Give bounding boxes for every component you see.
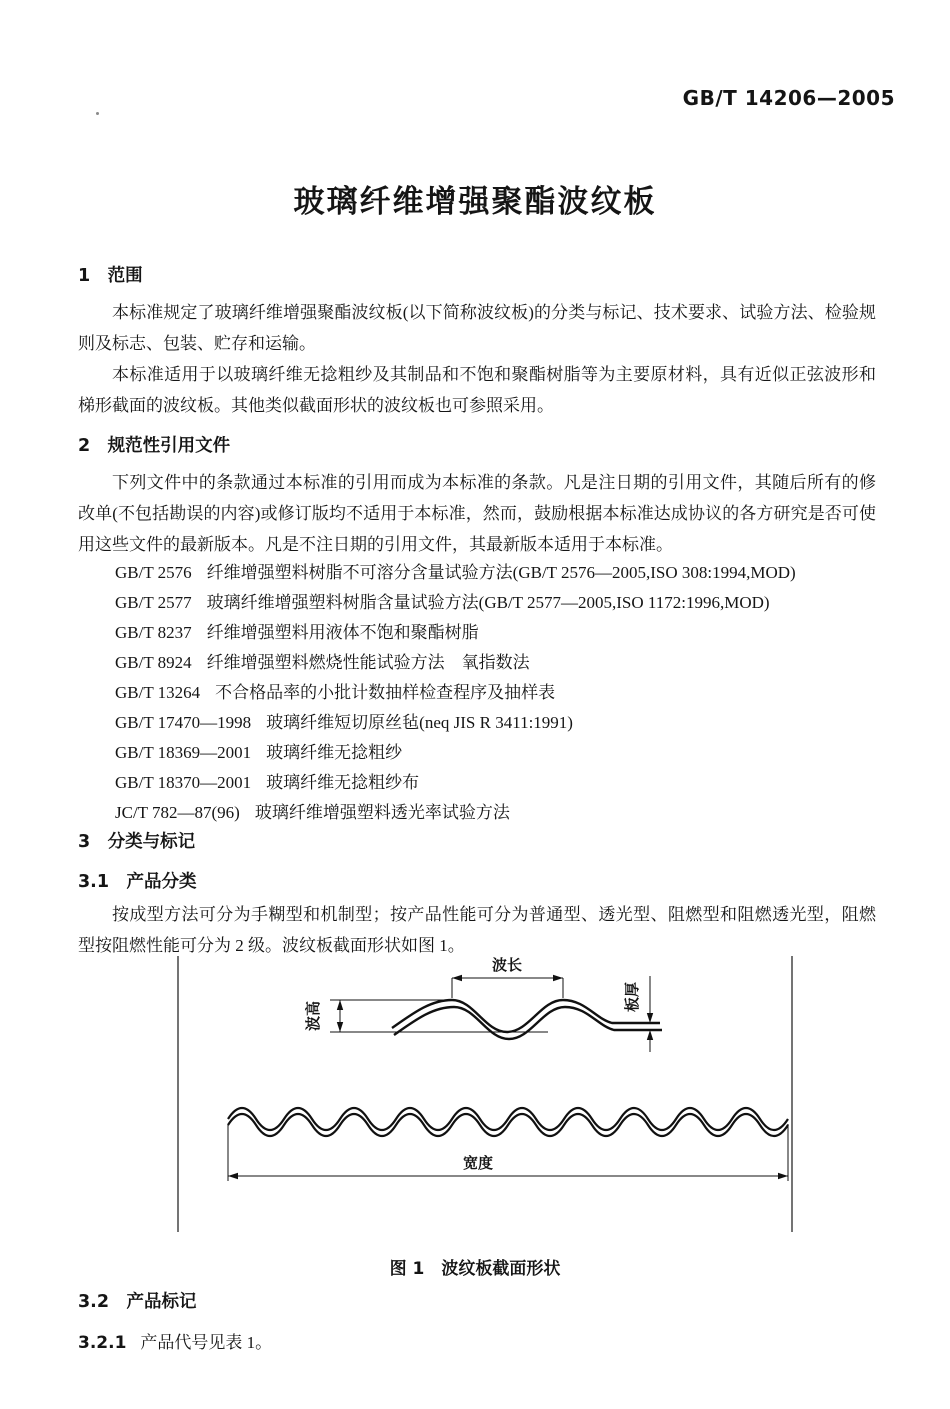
reference-code: GB/T 17470—1998 <box>115 713 252 732</box>
ink-speck <box>96 112 99 115</box>
reference-item <box>115 618 895 648</box>
reference-title: 玻璃纤维无捻粗纱布 <box>266 773 420 792</box>
section1-heading: 1 范围 <box>78 266 143 286</box>
reference-code: GB/T 2576 <box>115 563 192 582</box>
section32-heading: 3.2 产品标记 <box>78 1292 197 1312</box>
reference-title: 玻璃纤维增强塑料树脂含量试验方法(GB/T 2577—2005,ISO 1172:1996,MOD) <box>206 593 770 612</box>
reference-code: GB/T 18369—2001 <box>115 743 252 762</box>
section3-heading: 3 分类与标记 <box>78 832 196 852</box>
arrowhead-up-icon <box>647 1030 653 1040</box>
reference-title: 纤维增强塑料用液体不饱和聚酯树脂 <box>206 623 479 642</box>
reference-item <box>115 708 895 738</box>
reference-code: GB/T 8924 <box>115 653 192 672</box>
reference-code: GB/T 2577 <box>115 593 192 612</box>
arrowhead-left-icon <box>452 975 462 981</box>
reference-title: 不合格品率的小批计数抽样检查程序及抽样表 <box>215 683 556 702</box>
reference-title: 纤维增强塑料燃烧性能试验方法 氧指数法 <box>206 653 530 672</box>
standard-code: GB/T 14206—2005 <box>682 86 895 110</box>
reference-item <box>115 678 895 708</box>
section31-paragraph: 按成型方法可分为手糊型和机制型；按产品性能可分为普通型、透光型、阻燃型和阻燃透光型，阻燃型按阻燃性能可分为 2 级。波纹板截面形状如图 1。 <box>78 905 876 955</box>
section1-paragraph-2: 本标准适用于以玻璃纤维无捻粗纱及其制品和不饱和聚酯树脂等为主要原材料，具有近似正弦波形和梯形截面的波纹板。其他类似截面形状的波纹板也可参照采用。 <box>78 365 876 415</box>
corrugated-sheet <box>228 1108 788 1136</box>
wavelength-dimension <box>452 978 563 998</box>
arrowhead-up-icon <box>337 1000 343 1010</box>
clause-321-text: 产品代号见表 1。 <box>140 1333 273 1352</box>
normative-references-list <box>115 558 895 828</box>
section1-paragraph-1: 本标准规定了玻璃纤维增强聚酯波纹板(以下简称波纹板)的分类与标记、技术要求、试验方法、检验规则及标志、包装、贮存和运输。 <box>78 303 876 353</box>
width-label: 宽度 <box>462 1156 494 1172</box>
clause-321-number: 3.2.1 <box>78 1333 127 1353</box>
thickness-label: 板厚 <box>625 981 641 1013</box>
reference-code: GB/T 8237 <box>115 623 192 642</box>
document-title: 玻璃纤维增强聚酯波纹板 <box>293 184 657 220</box>
width-dimension <box>228 1124 788 1181</box>
reference-title: 玻璃纤维增强塑料透光率试验方法 <box>254 803 510 822</box>
reference-item <box>115 648 895 678</box>
reference-title: 玻璃纤维短切原丝毡(neq JIS R 3411:1991) <box>266 713 573 732</box>
reference-item <box>115 798 895 828</box>
figure1-cross-section-diagram <box>160 948 810 1240</box>
arrowhead-left-icon <box>228 1173 238 1179</box>
section2-intro: 下列文件中的条款通过本标准的引用而成为本标准的条款。凡是注日期的引用文件，其随后所有的修改单(不包括勘误的内容)或修订版均不适用于本标准，然而，鼓励根据本标准达成协议的各方研究是否可使用这些文件的最新版本。凡是不注日期的引用文件，其最新版本适用于本标准。 <box>78 473 876 554</box>
arrowhead-down-icon <box>647 1013 653 1023</box>
arrowhead-down-icon <box>337 1022 343 1032</box>
reference-title: 玻璃纤维无捻粗纱 <box>266 743 403 762</box>
reference-item <box>115 558 895 588</box>
arrowhead-right-icon <box>778 1173 788 1179</box>
reference-item <box>115 588 895 618</box>
reference-code: GB/T 13264 <box>115 683 201 702</box>
wavelength-label: 波长 <box>491 958 523 974</box>
reference-item <box>115 768 895 798</box>
reference-item <box>115 738 895 768</box>
wave-height-label: 波高 <box>306 1000 322 1032</box>
arrowhead-right-icon <box>553 975 563 981</box>
reference-title: 纤维增强塑料树脂不可溶分含量试验方法(GB/T 2576—2005,ISO 308:1994,MOD) <box>206 563 796 582</box>
clause-321 <box>78 1328 878 1353</box>
wave-height-dimension <box>330 1000 548 1032</box>
section2-heading: 2 规范性引用文件 <box>78 436 231 456</box>
section31-heading: 3.1 产品分类 <box>78 872 197 892</box>
reference-code: JC/T 782—87(96) <box>115 803 240 822</box>
figure1-caption: 图 1 波纹板截面形状 <box>389 1259 561 1279</box>
reference-code: GB/T 18370—2001 <box>115 773 252 792</box>
wave-profile <box>392 1000 662 1039</box>
